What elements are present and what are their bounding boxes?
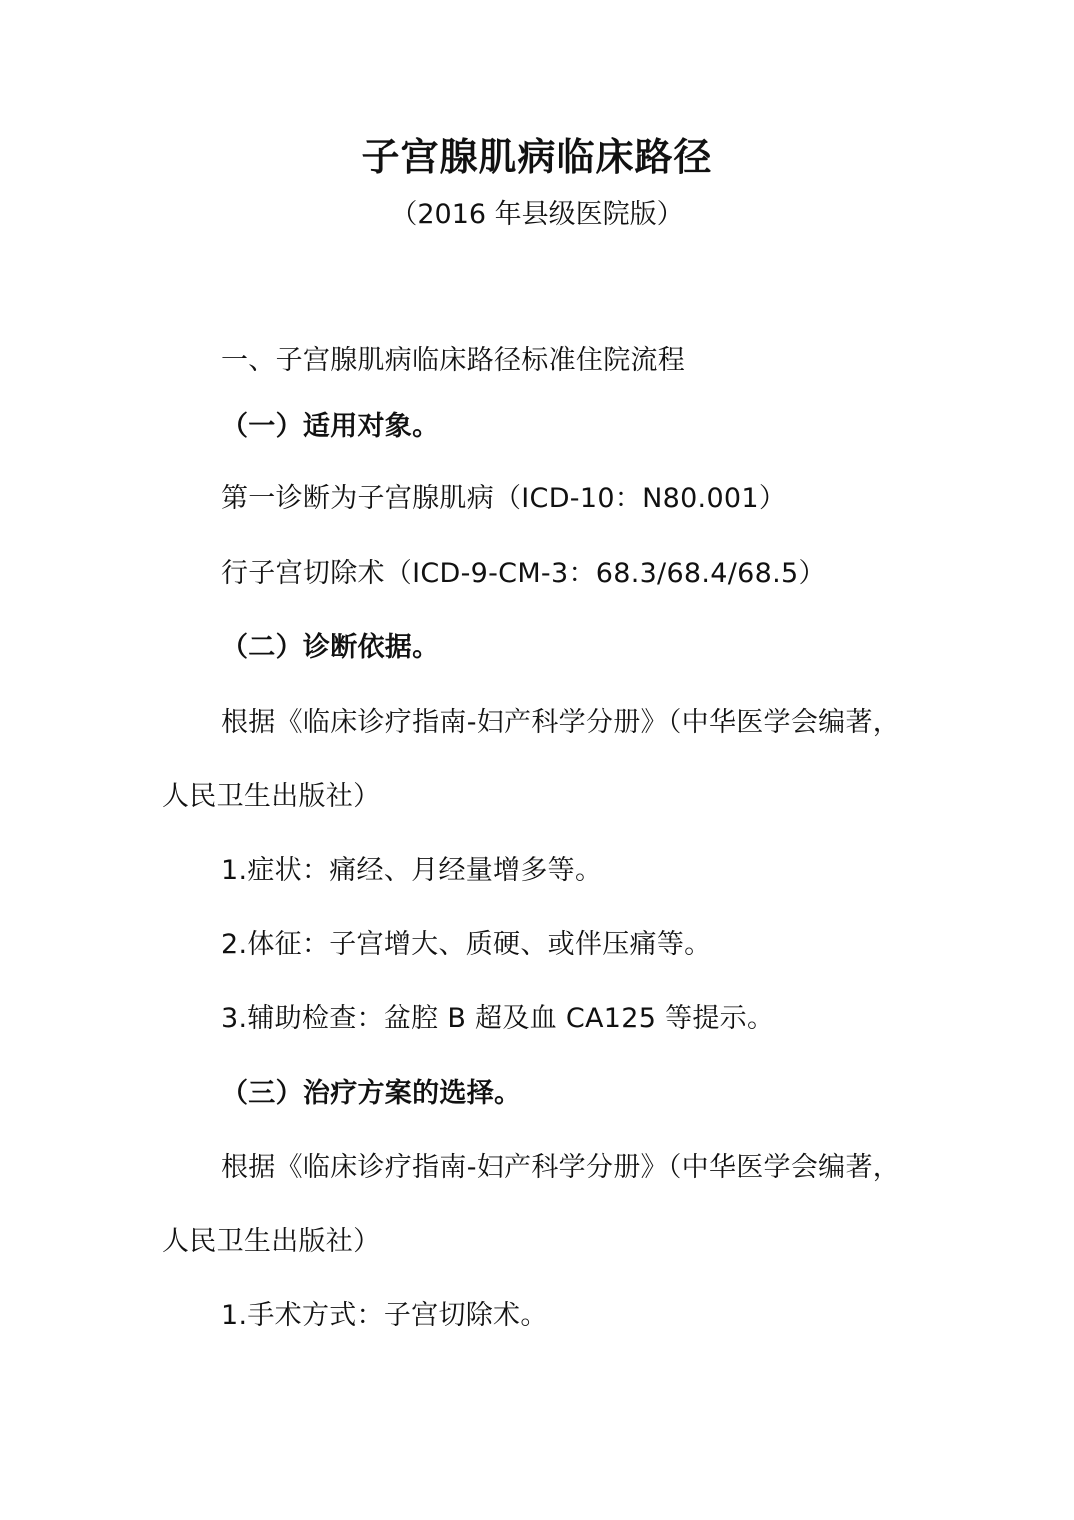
treatment-reference-continuation-line: 人民卫生出版社）	[162, 1226, 381, 1257]
treatment-reference-line: 根据《临床诊疗指南-妇产科学分册》（中华医学会编著，	[221, 1152, 901, 1183]
reference-line: 根据《临床诊疗指南-妇产科学分册》（中华医学会编著，	[221, 707, 901, 738]
section-title: 一、子宫腺肌病临床路径标准住院流程	[221, 345, 686, 376]
physical-sign-line: 2.体征：子宫增大、质硬、或伴压痛等。	[221, 929, 712, 960]
subsection-heading-diagnostic-basis: （二）诊断依据。	[221, 632, 440, 663]
diagnosis-code-line: 第一诊断为子宫腺肌病（ICD-10：N80.001）	[221, 483, 787, 514]
document-title: 子宫腺肌病临床路径	[361, 134, 713, 179]
document-subtitle: （2016 年县级医院版）	[390, 199, 684, 230]
auxiliary-exam-line: 3.辅助检查：盆腔 B 超及血 CA125 等提示。	[221, 1003, 775, 1034]
procedure-code-line: 行子宫切除术（ICD-9-CM-3：68.3/68.4/68.5）	[221, 558, 826, 589]
surgery-method-line: 1.手术方式：子宫切除术。	[221, 1300, 548, 1331]
subsection-heading-applicable-object: （一）适用对象。	[221, 411, 440, 442]
subsection-heading-treatment-plan: （三）治疗方案的选择。	[221, 1078, 522, 1109]
reference-continuation-line: 人民卫生出版社）	[162, 781, 381, 812]
symptom-line: 1.症状：痛经、月经量增多等。	[221, 855, 603, 886]
